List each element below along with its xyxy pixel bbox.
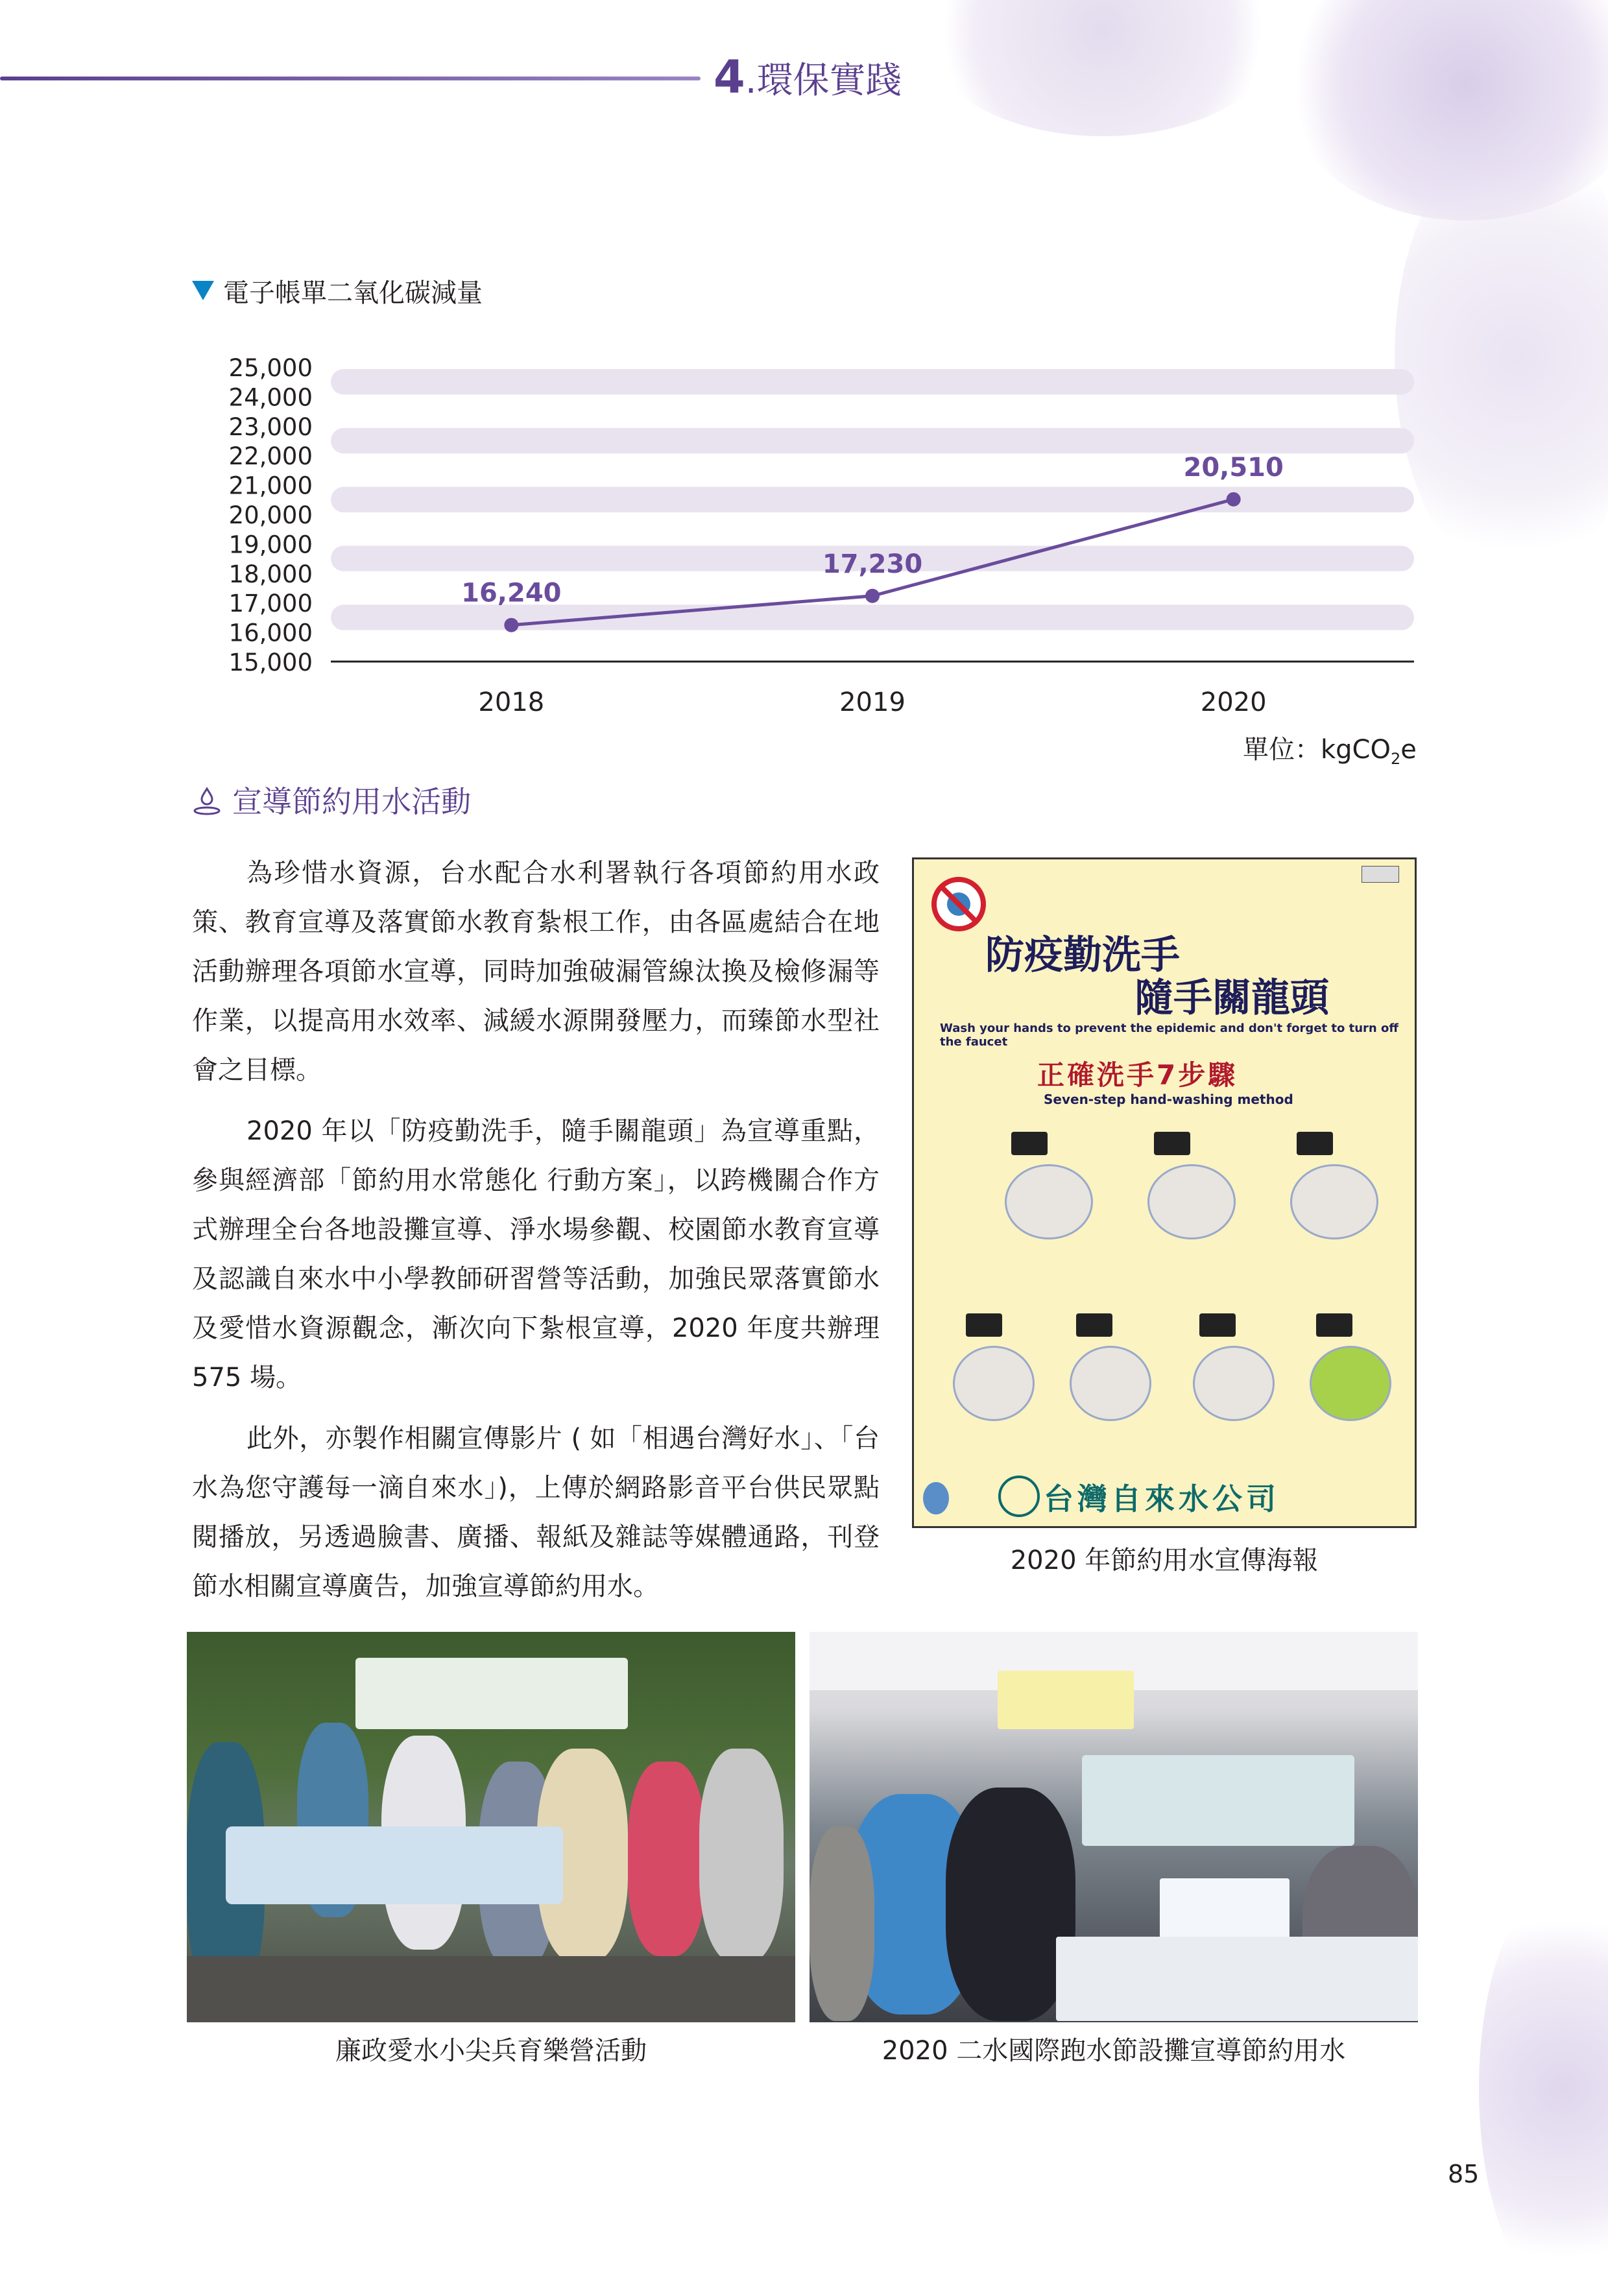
- water-company-logo: [998, 1476, 1040, 1517]
- triangle-bullet-icon: [192, 281, 214, 300]
- grid-band: [331, 428, 1414, 453]
- poster-caption: 2020 年節約用水宣傳海報: [1010, 1546, 1319, 1575]
- watercolor-decoration: [921, 0, 1284, 136]
- poster-title-1: 防疫勤洗手: [985, 933, 1180, 978]
- data-point: [504, 618, 518, 632]
- paragraph: 為珍惜水資源，台水配合水利署執行各項節約用水政策、教育宣導及落實節水教育紮根工作，由各區處結合在地活動辦理各項節水宣導，同時加強破漏管線汰換及檢修漏等作業，以提高用水效率、減緩水源開發壓力，而臻節水型社會之目標。: [192, 858, 880, 1085]
- mascot-illustration: [923, 1482, 949, 1514]
- watercolor-decoration: [1479, 1881, 1608, 2296]
- poster-subtitle: Wash your hands to prevent the epidemic and don't forget to turn off the faucet: [940, 1022, 1398, 1049]
- chapter-title: [714, 51, 902, 104]
- step-badge: [1011, 1132, 1048, 1155]
- photo1-caption: 廉政愛水小尖兵育樂營活動: [335, 2036, 647, 2066]
- data-label: 20,510: [1183, 452, 1284, 483]
- section-heading-text: 宣導節約用水活動: [232, 784, 471, 819]
- data-point: [1227, 492, 1241, 507]
- y-tick-label: 22,000: [228, 442, 313, 471]
- unit-subscript: 2: [1390, 750, 1401, 768]
- y-tick-label: 19,000: [228, 531, 313, 559]
- no-virus-icon: [930, 875, 988, 933]
- data-point: [865, 589, 880, 603]
- unit-suffix: e: [1400, 735, 1417, 765]
- water-drop-icon: [192, 786, 222, 816]
- hand-illustration: [1070, 1346, 1151, 1421]
- y-tick-label: 21,000: [228, 472, 313, 500]
- x-tick-label: 2020: [1200, 688, 1267, 717]
- step-badge: [1316, 1313, 1352, 1337]
- chart-title: [192, 272, 483, 309]
- chapter-title-text: .環保實踐: [745, 60, 902, 102]
- hand-illustration: [1005, 1164, 1093, 1239]
- y-tick-label: 20,000: [228, 501, 313, 529]
- step-badge: [1154, 1132, 1190, 1155]
- photo2-caption: 2020 二水國際跑水節設攤宣導節約用水: [882, 2036, 1346, 2066]
- poster-steps-title-en: Seven-step hand-washing method: [1044, 1092, 1293, 1107]
- poster-steps-title: 正確洗手7步驟: [1037, 1059, 1238, 1091]
- poster-footer: 台灣自來水公司: [1044, 1481, 1280, 1516]
- y-tick-label: 25,000: [228, 354, 313, 382]
- grid-band: [331, 369, 1414, 394]
- hand-illustration: [1147, 1164, 1236, 1239]
- y-tick-label: 15,000: [228, 649, 313, 676]
- hand-illustration: [1290, 1164, 1378, 1239]
- grid-band: [331, 604, 1414, 630]
- y-tick-label: 23,000: [228, 413, 313, 441]
- paragraph: 此外，亦製作相關宣傳影片 ( 如「相遇台灣好水」、「台水為您守護每一滴自來水」)，上傳於網路影音平台供民眾點閱播放，另透過臉書、廣播、報紙及雜誌等媒體通路，刊登節水相關宣導廣告，加強宣導節約用水。: [192, 1424, 880, 1601]
- section-heading: [192, 778, 471, 821]
- unit-prefix: 單位：kgCO: [1243, 735, 1391, 765]
- step-badge: [966, 1313, 1002, 1337]
- grid-band: [331, 487, 1414, 512]
- chart-title-text: 電子帳單二氧化碳減量: [223, 278, 483, 308]
- x-tick-label: 2019: [839, 688, 906, 717]
- y-tick-label: 17,000: [228, 590, 313, 618]
- hand-illustration: [1310, 1346, 1391, 1421]
- photo-booth-event: [810, 1632, 1418, 2022]
- paragraph: 2020 年以「防疫勤洗手，隨手關龍頭」為宣導重點，參與經濟部「節約用水常態化 行動方案」，以跨機關合作方式辦理全台各地設攤宣導、淨水場參觀、校園節水教育宣導及認識自來水中小學教師研習營等活動，加強民眾落實節水及愛惜水資源觀念，漸次向下紮根宣導，2020 年度共辦理 575 場。: [192, 1116, 880, 1393]
- hand-illustration: [1193, 1346, 1275, 1421]
- x-tick-label: 2018: [478, 688, 545, 717]
- co2-reduction-line-chart: [195, 337, 1440, 765]
- poster-title-2: 隨手關龍頭: [1134, 975, 1329, 1021]
- header-rule: [0, 77, 701, 80]
- chart-unit: [1243, 729, 1417, 768]
- step-badge: [1076, 1313, 1112, 1337]
- y-tick-label: 16,000: [228, 619, 313, 647]
- y-tick-label: 24,000: [228, 383, 313, 412]
- data-label: 17,230: [822, 549, 923, 579]
- hand-illustration: [953, 1346, 1035, 1421]
- page-number: 85: [1448, 2160, 1480, 2188]
- photo-youth-camp: [187, 1632, 795, 2022]
- y-tick-label: 18,000: [228, 560, 313, 588]
- data-label: 16,240: [461, 578, 562, 608]
- chapter-number: 4: [714, 51, 745, 104]
- step-badge: [1199, 1313, 1236, 1337]
- poster-tag: [1362, 866, 1399, 883]
- step-badge: [1297, 1132, 1333, 1155]
- water-saving-poster: [912, 857, 1417, 1528]
